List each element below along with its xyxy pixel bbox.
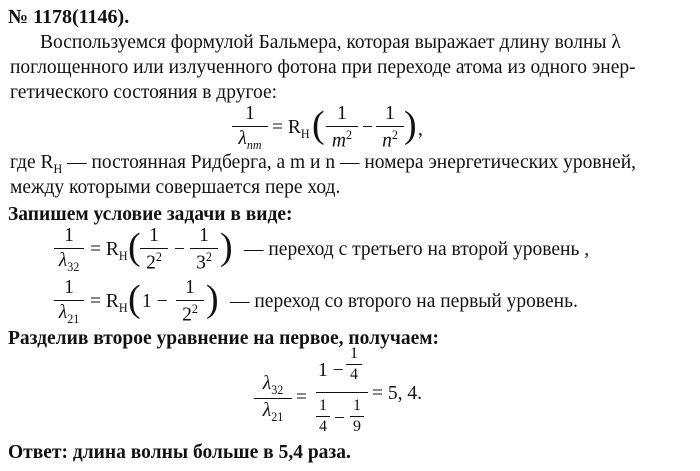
ratio-lhs-num: λ [262,373,272,394]
balmer-f1-num: 1 [337,103,347,124]
eq1-lhs-den: λ [58,249,68,271]
balmer-lhs-den-sub: nm [246,137,262,152]
problem-number: № 1178(1146). [8,6,130,28]
balmer-f2-num: 1 [385,103,395,124]
ratio-top-f [346,346,362,383]
eq2-R-sub: H [118,300,128,315]
eq2-lhs-den: λ [58,301,68,323]
where-rest: — постоянная Ридберга, а m и n — номера энергетических уровней, [62,152,636,173]
intro-line-2: поглощенного или излученного фотона при переходе атома из одного энер- [10,57,636,78]
intro-line-1: Воспользуемся формулой Бальмера, которая выражает длину волны λ [40,32,621,53]
eq2-lhs-fraction [54,278,84,324]
balmer-lhs-num: 1 [245,103,255,124]
balmer-eq: = R [272,117,301,138]
balmer-close-paren: ) [404,104,417,146]
eq1-f2 [190,226,218,273]
eq2-f-num: 1 [185,277,195,298]
eq1-f2-num: 1 [199,225,209,246]
balmer-open-paren: ( [312,104,325,146]
ratio-bot-f1-num: 1 [319,397,327,414]
balmer-R-sub: H [300,126,310,141]
eq1-eq: = R [90,239,119,260]
eq1-f2-den-sup: 2 [205,249,212,264]
ratio-bot-minus: − [334,408,345,429]
answer: Ответ: длина волны больше в 5,4 раза. [8,442,351,463]
eq2-open-paren: ( [128,278,141,320]
eq2-lhs-den-sub: 21 [67,311,80,326]
where-R-sub: H [53,161,63,176]
eq1-f1-den-sup: 2 [155,249,162,264]
balmer-tail: , [418,119,423,140]
eq1-R-sub: H [118,248,128,263]
eq2-f [176,278,204,325]
eq2-comment: — переход со второго на первый уровень. [230,291,578,312]
balmer-f1-den: m [331,130,347,151]
write-condition: Запишем условие задачи в виде: [8,204,293,225]
eq1-lhs-fraction [54,226,84,272]
where-line-1 [10,152,636,177]
balmer-lhs-den: λ [238,127,247,149]
eq2-f-den: 2 [182,304,192,325]
eq1-f1-num: 1 [149,225,159,246]
eq1-minus: − [174,239,185,260]
ratio-top-one-minus: 1 − [318,360,344,381]
ratio-lhs-num-sub: 32 [271,382,284,397]
eq1-open-paren: ( [128,226,141,268]
ratio-eq: = [296,387,307,408]
balmer-f2-den: n [382,130,392,151]
eq1-comment: — переход с третьего на второй уровень , [244,239,590,260]
eq1-lhs-num: 1 [64,225,74,246]
balmer-minus: − [362,117,373,138]
eq2-f-den-sup: 2 [191,301,198,316]
eq1-f1 [140,226,168,273]
eq2-close-paren: ) [206,278,219,320]
ratio-bot-f1-den: 4 [319,418,327,435]
ratio-result: = 5, 4. [372,383,422,404]
balmer-f1-den-sup: 2 [346,127,353,142]
ratio-top-f-den: 4 [350,366,358,383]
balmer-lhs-fraction [232,104,268,150]
ratio-big-fraction [316,346,368,440]
eq1-lhs-den-sub: 32 [67,259,80,274]
eq2-eq: = R [90,291,119,312]
eq2-one-minus: 1 − [142,291,168,312]
ratio-bot-f2-den: 9 [353,418,361,435]
balmer-f2 [376,104,404,151]
ratio-top-f-num: 1 [350,345,358,362]
balmer-f1 [326,104,358,151]
ratio-main-bar [316,392,368,393]
ratio-lhs-den: λ [262,399,272,421]
where-line-2: между которыми совершается пере ход. [10,177,341,198]
ratio-bot-f2-num: 1 [353,397,361,414]
ratio-bot-f1 [316,398,330,435]
eq2-lhs-num: 1 [64,277,74,298]
ratio-lhs-den-sub: 21 [271,409,284,424]
ratio-bot-f2 [350,398,364,435]
intro-line-3: гетического состояния в другое: [10,82,278,103]
eq1-close-paren: ) [220,226,233,268]
balmer-f2-den-sup: 2 [391,127,398,142]
ratio-lhs [254,374,292,423]
where-prefix: где R [10,152,54,173]
eq1-f2-den: 3 [196,252,206,273]
eq1-f1-den: 2 [146,252,156,273]
dividing-text: Разделив второе уравнение на первое, получаем: [8,328,439,349]
